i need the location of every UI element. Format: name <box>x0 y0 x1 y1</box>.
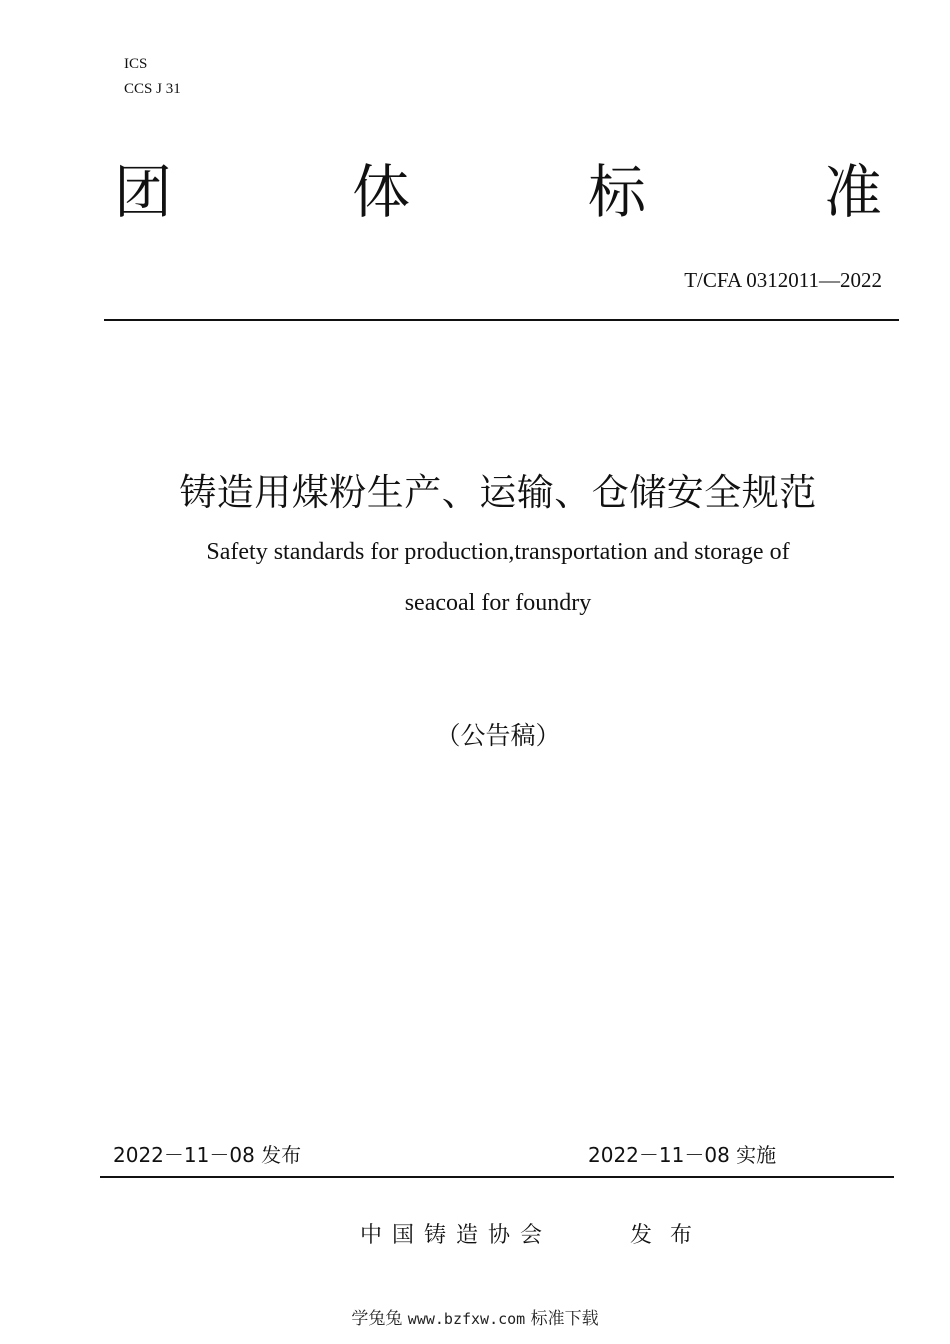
implementation-date: 2022－11－08 实施 <box>588 1143 777 1167</box>
ccs-code: CCS J 31 <box>124 81 181 97</box>
title-english-line-2: seacoal for foundry <box>404 590 592 616</box>
issuer-action: 发布 <box>630 1223 711 1248</box>
draft-status-note: （公告稿） <box>435 721 561 750</box>
issue-date: 2022－11－08 发布 <box>113 1143 302 1167</box>
watermark-url[interactable]: www.bzfxw.com <box>407 1310 526 1328</box>
standard-type-char: 团 <box>114 158 173 226</box>
title-english-line-1: Safety standards for production,transportation and storage of <box>206 539 790 565</box>
watermark-footer <box>0 1304 950 1329</box>
standard-number: T/CFA 0312011—2022 <box>684 268 882 292</box>
issuer-name: 中国铸造协会 <box>360 1223 553 1248</box>
top-divider <box>104 319 899 321</box>
bottom-divider <box>100 1176 894 1178</box>
title-chinese: 铸造用煤粉生产、运输、仓储安全规范 <box>179 471 817 514</box>
ics-code: ICS <box>124 56 148 72</box>
standard-type-char: 准 <box>824 158 883 226</box>
standard-type-char: 体 <box>352 158 411 226</box>
watermark-suffix: 标准下载 <box>530 1309 599 1329</box>
watermark-prefix: 学兔兔 <box>351 1309 403 1329</box>
standard-type-char: 标 <box>588 158 647 226</box>
